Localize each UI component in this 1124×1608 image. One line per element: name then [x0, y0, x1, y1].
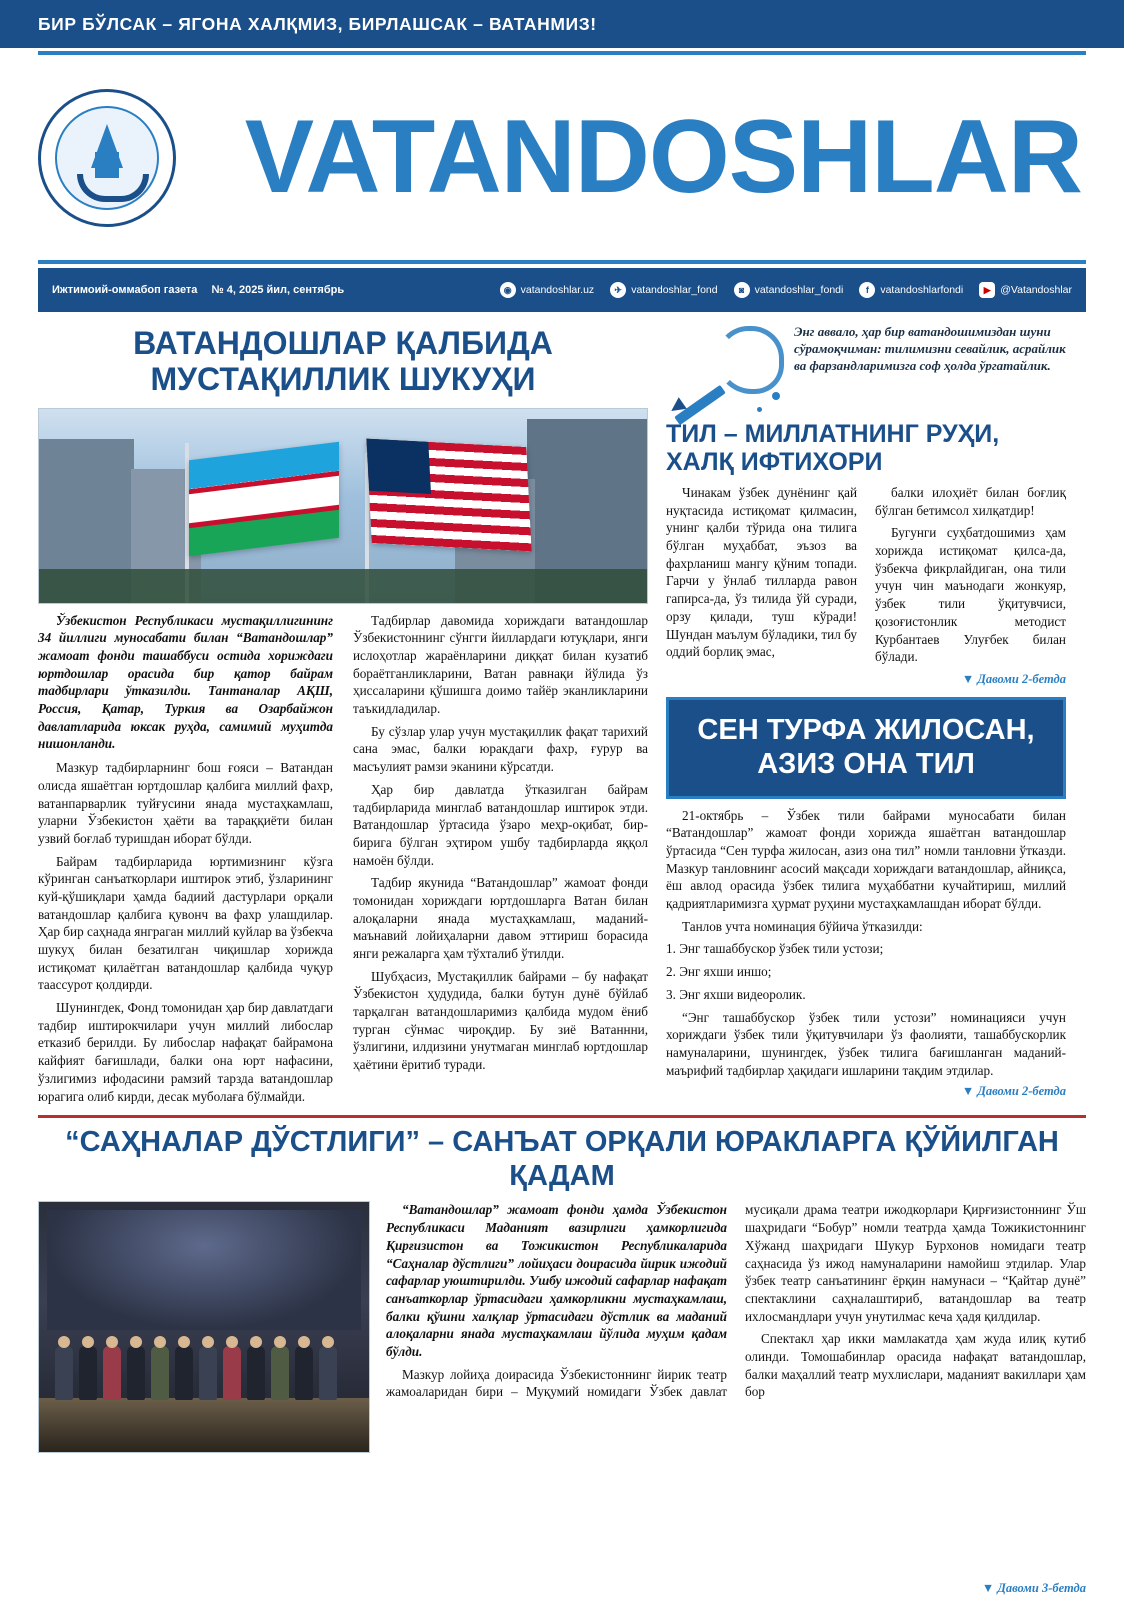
foundation-logo-icon	[38, 89, 176, 227]
theatre-continued-label: Давоми 3-бетда	[997, 1581, 1086, 1595]
main-article-body	[38, 612, 648, 1106]
main-article-column	[38, 322, 648, 1105]
main-article-paragraph: Тадбирлар давомида хориждаги ватандошлар Ўзбекистоннинг сўнгги йиллардаги ютуқлари, янги ислоҳотлар жараёнларини диққат билан кузатиб бораётганликларини, Ватан равнақи йўлида ўз ҳиссаларини қўшишга доимо тайёр эканликларини таъкидладилар.	[353, 612, 648, 717]
main-article-paragraph: Бу сўзлар улар учун мустақиллик фақат тарихий сана эмас, балки юракдаги фахр, ғурур ва масъулият рамзи эканини кўрсатди.	[353, 723, 648, 775]
youtube-icon: ▶	[979, 282, 995, 298]
theatre-article-continued[interactable]: ▼ Давоми 3-бетда	[981, 1581, 1086, 1595]
slogan-text: БИР БЎЛСАК – ЯГОНА ХАЛҚМИЗ, БИРЛАШСАК – ВАТАНМИЗ!	[38, 13, 597, 34]
page-title: VATANDOSHLAR	[244, 99, 1082, 216]
info-bar	[38, 268, 1086, 312]
language-continued-label: Давоми 2-бетда	[977, 672, 1066, 687]
telegram-icon: ✈	[610, 282, 626, 298]
language-article-paragraph: Бугунги суҳбатдошимиз ҳам хорижда истиқомат қилса-да, ўзбекча фикрлайдиган, она тили учун чин маънодаги жонкуяр, ўзбек тили ўқитувчиси, қозоғистонлик методист Курбантаев Улуғбек билан бўлади.	[875, 525, 1066, 665]
main-article-paragraph: Ҳар бир давлатда ўтказилган байрам тадбирларида минглаб ватандошлар иштирок этди. Ватандошлар ўртасида ўзаро меҳр-оқибат, бир-бирига бўлган эҳтиром ушбу тадбирларда яққол намоён бўлди.	[353, 781, 648, 868]
uzbekistan-flag-icon	[189, 441, 339, 555]
usa-flag-icon	[366, 438, 531, 551]
contest-article-headline: СЕН ТУРФА ЖИЛОСАН, АЗИЗ ОНА ТИЛ	[666, 697, 1066, 798]
contest-article-closing: “Энг ташаббускор ўзбек тили устози” номинацияси учун хориждаги ўзбек тили ўқитувчилари ўз фаолияти, ташаббускорлик намуналарини, шунингдек, ўзбек тилига бағишланган маданий-маърифий тадбирлар ҳақидаги ишларини тақдим этдилар.	[666, 1009, 1066, 1078]
theatre-article-body	[386, 1201, 1086, 1453]
social-youtube[interactable]	[979, 282, 1072, 298]
language-article-continued[interactable]: ▼ Давоми 2-бетда	[961, 672, 1066, 687]
theatre-article-paragraph: Спектакл ҳар икки мамлакатда ҳам жуда илиқ кутиб олинди. Томошабинлар орасида нафақат ватандошлар, балки маҳаллий театр мухлислари, маданият вакиллари ҳам бор	[745, 1331, 1086, 1400]
section-divider	[38, 1115, 1086, 1118]
language-article-paragraph: Чинакам ўзбек дунёнинг қай нуқтасида истиқомат қилмасин, унинг қалби тўрида она тилига бўлган муҳаббат, эъзоз ва фахрланиш мангу қўним топади. Гарчи у ўнлаб тилларда равон гапирса-да, ўз тилида ўй суради, орзу қилади, туш кўради! Шундан маълум бўладики, тил бу оддий борлиқ эмас,	[666, 485, 857, 660]
social-website[interactable]	[500, 282, 595, 298]
social-youtube-label: @Vatandoshlar	[1000, 284, 1072, 296]
social-facebook[interactable]	[859, 282, 963, 298]
paper-kind-label: Ижтимоий-оммабоп газета	[52, 284, 198, 296]
theatre-article-paragraph: Мазкур лойиҳа доирасида Ўзбекистоннинг йирик театр жамоаларидан бири – Муқумий номидаги Ўзбек давлат мусиқали драма театри ижодкорлари Қирғизистоннинг Ўш шаҳридаги “Бобур” номли театрда ҳамда Тожикистоннинг Хўжанд шаҳридаги Шукур Бурхонов номидаги театр саҳнасида ўз ижод намуналарини намойиш этдилар. Улар ўзбек театр санъатининг ёрқин намунаси – “Қайтар дунё” спектаклини саҳналаштириб, ватандошлар ва театр ихлосмандлари учун унутилмас кеча ҳадя қилдилар.	[386, 1202, 1086, 1400]
social-instagram[interactable]	[734, 282, 844, 298]
main-article-lead: Ўзбекистон Республикаси мустақиллигининг 34 йиллиги муносабати билан “Ватандошлар” жамоат фонди ташаббуси остида хориждаги юртдошлар орасида бир қатор байрам тадбирлари ўтказилди. Тантаналар АҚШ, Россия, Қатар, Туркия ва Озарбайжон давлатларида юксак руҳда, самимий муҳитда нишонланди.	[38, 612, 333, 752]
main-article-paragraph: Тадбир якунида “Ватандошлар” жамоат фонди томонидан хориждаги юртдошларга Ватан билан алоқаларни янада мустаҳкамлаш, маданий-маънавий лойиҳаларни давом эттириш борасида янги режаларга ҳам тўхталиб ўтилди.	[353, 875, 648, 962]
issue-label: № 4, 2025 йил, сентябрь	[211, 284, 345, 296]
theatre-article-headline: “САҲНАЛАР ДЎСТЛИГИ” – САНЪАТ ОРҚАЛИ ЮРАКЛАРГА ҚЎЙИЛГАН ҚАДАМ	[65, 1126, 1059, 1192]
language-article-headline: ТИЛ – МИЛЛАТНИНГ РУҲИ, ХАЛҚ ИФТИХОРИ	[666, 420, 1000, 476]
main-article-photo	[38, 408, 648, 604]
globe-icon: ◉	[500, 282, 516, 298]
main-article-paragraph: Байрам тадбирларида юртимизнинг кўзга кўринган санъаткорлари иштирок этиб, ўзларининг куй-қўшиқлари ҳамда бадиий дастурлари орқали ватандошлар қалбига қувонч ва фахр улашдилар. Ҳар бир саҳнада янграган миллий куйлар ва ўзбекча шукуҳ билан безатилган чиқишлар хорижда истиқомат қилаётган ватандошлар қалбида чуқур таассурот қолдирди.	[38, 853, 333, 993]
instagram-icon: ◙	[734, 282, 750, 298]
theatre-article-lead: “Ватандошлар” жамоат фонди ҳамда Ўзбекистон Республикаси Маданият вазирлиги ҳамкорлигида Қирғизистон ва Тожикистон Республикаларида “Саҳналар дўстлиги” лойиҳаси доирасида йирик ижодий сафарлар уюштирилди. Ушбу ижодий сафарлар нафақат санъаткорлар ўртасидаги ҳамкорликни мустаҳкамлаш, балки қўшни халқлар ўртасидаги дўстлик ва маданий алоқаларни янада мустаҳкамлаш йўлида муҳим қадам бўлди.	[386, 1202, 727, 1359]
theatre-article-section	[0, 1201, 1124, 1453]
contest-article-paragraph: Танлов учта номинация бўйича ўтказилди:	[682, 918, 923, 934]
masthead	[0, 55, 1124, 260]
contest-article-body	[666, 807, 1066, 1080]
social-instagram-label: vatandoshlar_fondi	[754, 284, 844, 296]
pull-quote-block	[666, 324, 1066, 416]
pull-quote-text: Энг аввало, ҳар бир ватандошимиздан шуни сўрамоқчиман: тилимизни севайлик, асрайлик ва фарзандларимизга соф ҳолда ўргатайлик.	[794, 324, 1066, 373]
masthead-rule-bottom	[38, 260, 1086, 264]
theatre-article-photo	[38, 1201, 370, 1453]
contest-nomination-item: 2. Энг яхши иншо;	[666, 964, 772, 980]
contest-article-paragraph: 21-октябрь – Ўзбек тили байрами муносабати билан “Ватандошлар” жамоат фонди хорижда яшаётган ватандошлар ўртасида “Сен турфа жилосан, азиз она тил” номли танловни ўтказди. Мазкур танловнинг асосий мақсади хориждаги ватандошлар, айниқса, ёш авлод орасида ўзбек тилига муҳаббатни кучайтириш, миллий қадриятларимизга ҳурмат руҳини мустаҳкамлашдан иборат бўлди.	[666, 807, 1066, 912]
social-telegram[interactable]	[610, 282, 717, 298]
social-links	[500, 282, 1086, 298]
main-article-paragraph: Мазкур тадбирларнинг бош ғояси – Ватандан олисда яшаётган юртдошлар қалбига миллий фахр, ватанпарварлик туйғусини янада мустаҳкамлаш, уларни Ўзбекистон ҳаёти ва тараққиёти билан узвий боғлаб туришдан иборат бўлди.	[38, 760, 333, 846]
main-article-paragraph: Шунингдек, Фонд томонидан ҳар бир давлатдаги тадбир иштирокчилари учун миллий либослар етказиб берилди. Бу либослар нафақат байрамона кайфият бағишлади, балки она юрт нафасини, ўзлигимиз ифодасини рамзий тарзда ватандошлар юрагига олиб кирди, десак муболаға бўлмайди.	[38, 1000, 333, 1104]
secondary-articles-column	[666, 322, 1066, 1105]
social-telegram-label: vatandoshlar_fond	[631, 284, 718, 296]
language-article-paragraph: балки илоҳиёт билан боғлиқ бўлган бетимсол хилқатдир!	[875, 485, 1066, 518]
social-facebook-label: vatandoshlarfondi	[880, 284, 964, 296]
contest-article-continued[interactable]: ▼ Давоми 2-бетда	[961, 1084, 1066, 1099]
slogan-bar	[0, 0, 1124, 51]
contest-nomination-item: 3. Энг яхши видеоролик.	[666, 986, 806, 1002]
pen-splash-icon	[666, 324, 786, 416]
social-website-label: vatandoshlar.uz	[520, 284, 595, 296]
language-article-body	[666, 484, 1066, 668]
content-area	[0, 312, 1124, 1105]
contest-continued-label: Давоми 2-бетда	[977, 1084, 1066, 1099]
main-article-headline: ВАТАНДОШЛАР ҚАЛБИДА МУСТАҚИЛЛИК ШУКУҲИ	[133, 325, 553, 397]
facebook-icon: f	[859, 282, 875, 298]
main-article-paragraph: Шубҳасиз, Мустақиллик байрами – бу нафақат Ўзбекистон ҳудудида, балки бутун дунё бўйлаб тарқалган ватандошларимиз қалбида мудом ёниб турган сўнмас чироқдир. Бу зиё Ватаннни, ўзлигини, илдизини унутмаган минглаб юртдошлар ҳаётини ёритиб туради.	[353, 968, 648, 1073]
contest-nomination-item: 1. Энг ташаббускор ўзбек тили устози;	[666, 941, 884, 957]
